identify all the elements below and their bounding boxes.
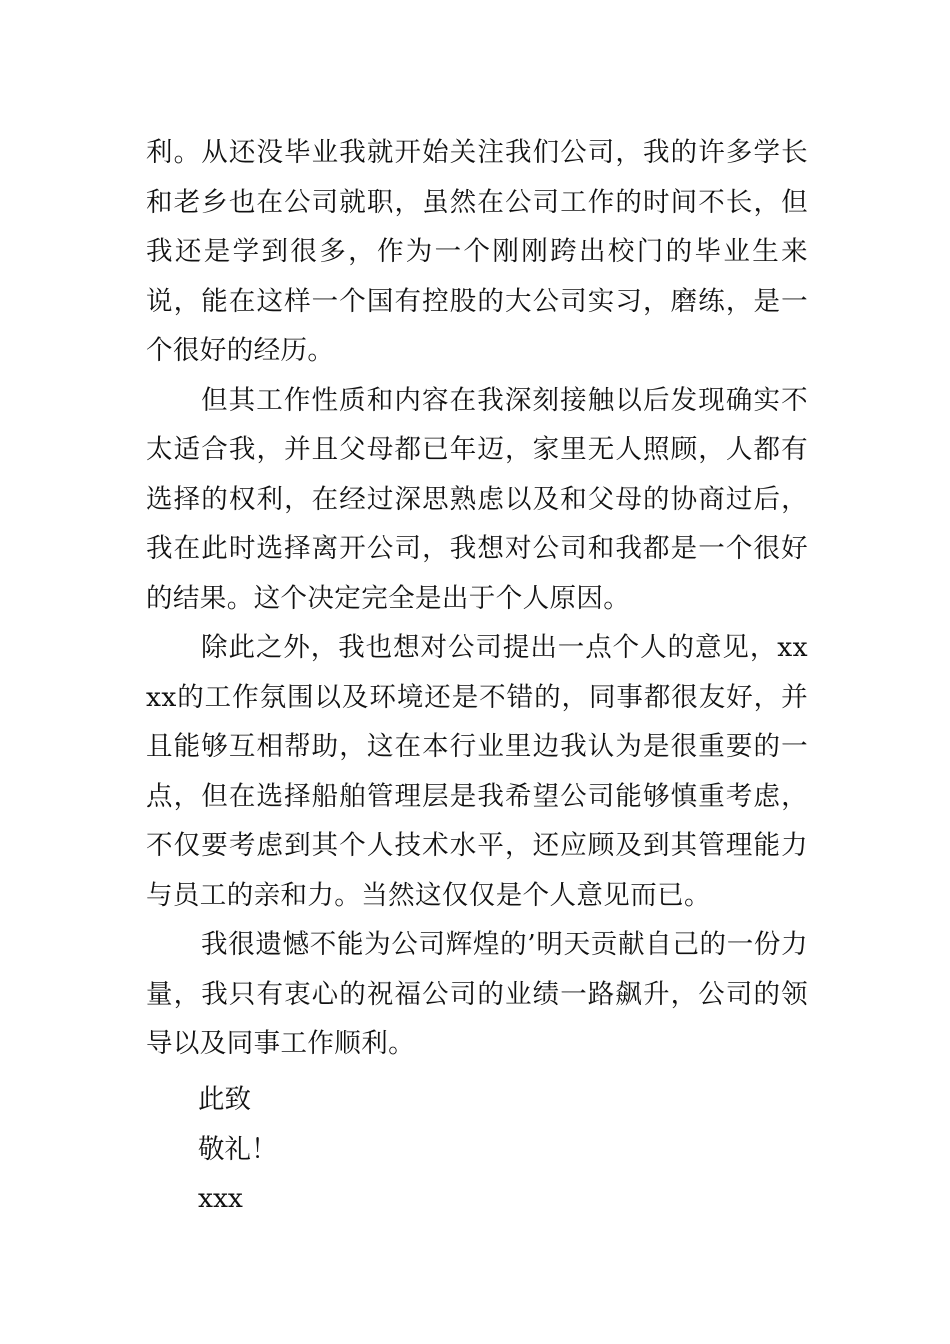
signature: xxx bbox=[198, 1183, 243, 1214]
letter-closing bbox=[198, 1075, 278, 1224]
closing-salutation: 此致 bbox=[198, 1084, 251, 1115]
paragraph-reason: 但其工作性质和内容在我深刻接触以后发现确实不太适合我，并且父母都已年迈，家里无人照顾，人都有选择的权利，在经过深思熟虑以及和父母的协商过后，我在此时选择离开公司，我想对公司和我都是一个很好的结果。这个决定完全是出于个人原因。 bbox=[146, 384, 808, 614]
paragraph-suggestion: 除此之外，我也想对公司提出一点个人的意见，xxxx的工作氛围以及环境还是不错的，同事都很友好，并且能够互相帮助，这在本行业里边我认为是很重要的一点，但在选择船舶管理层是我希望公司能够慎重考虑，不仅要考虑到其个人技术水平，还应顾及到其管理能力与员工的亲和力。当然这仅仅是个人意见而已。 bbox=[146, 632, 808, 911]
closing-regards: 敬礼！ bbox=[198, 1133, 278, 1165]
paragraph-continuation: 利。从还没毕业我就开始关注我们公司，我的许多学长和老乡也在公司就职，虽然在公司工作的时间不长，但我还是学到很多，作为一个刚刚跨出校门的毕业生来说，能在这样一个国有控股的大公司实习，磨练，是一个很好的经历。 bbox=[146, 137, 808, 366]
paragraph-farewell: 我很遗憾不能为公司辉煌的’明天贡献自己的一份力量，我只有衷心的祝福公司的业绩一路飙升，公司的领导以及同事工作顺利。 bbox=[146, 929, 808, 1059]
letter-body bbox=[146, 128, 808, 1069]
